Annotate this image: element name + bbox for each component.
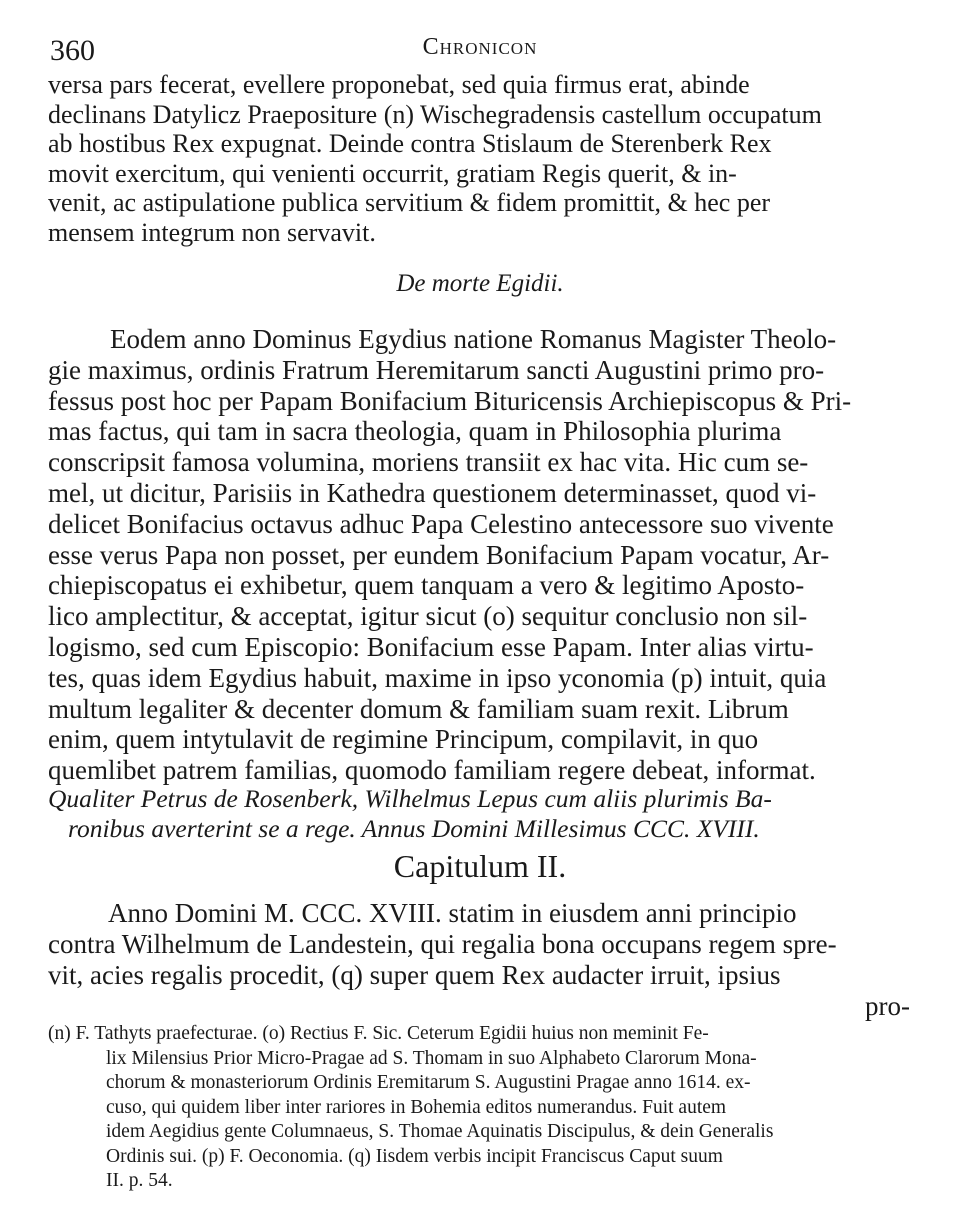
catchword: pro- (865, 991, 910, 1021)
text-line: mas factus, qui tam in sacra theologia, quam in Philosophia plurima (48, 416, 782, 447)
text-line: vit, acies regalis procedit, (q) super quem Rex audacter irruit, ipsius (48, 960, 781, 990)
text-line: lico amplectitur, & acceptat, igitur sicut (o) sequitur conclusio non sil- (48, 601, 808, 632)
text-line: chiepiscopatus ei exhibetur, quem tanquam a vero & legitimo Aposto- (48, 570, 805, 601)
paragraph-3 (48, 898, 910, 1022)
text-line: versa pars fecerat, evellere proponebat, sed quia firmus erat, abinde (48, 70, 750, 99)
running-title: Chronicon (422, 34, 538, 60)
text-line: quemlibet patrem familias, quomodo familiam regere debeat, informat. (48, 755, 816, 786)
rubric-line: Qualiter Petrus de Rosenberk, Wilhelmus Lepus cum aliis plurimis Ba- (48, 784, 772, 813)
section-subtitle: De morte Egidii. (396, 270, 564, 297)
paragraph-1 (48, 70, 910, 247)
text-line: fessus post hoc per Papam Bonifacium Bituricensis Archiepiscopus & Pri- (48, 385, 852, 416)
text-line: Eodem anno Dominus Egydius natione Romanus Magister Theolo- (110, 324, 837, 354)
text-line: mel, ut dicitur, Parisiis in Kathedra questionem determinasset, quod vi- (48, 477, 817, 508)
footnote-line: cuso, qui quidem liber inter rariores in Bohemia editos numerandus. Fuit autem (106, 1096, 727, 1118)
text-line: esse verus Papa non posset, per eundem Bonifacium Papam vocatur, Ar- (48, 539, 830, 570)
paragraph-2 (48, 324, 910, 786)
text-line: contra Wilhelmum de Landestein, qui regalia bona occupans regem spre- (48, 929, 837, 959)
footnote-line: II. p. 54. (106, 1170, 173, 1191)
text-line: logismo, sed cum Episcopio: Bonifacium esse Papam. Inter alias virtu- (48, 631, 814, 662)
text-line: conscripsit famosa volumina, moriens transiit ex hac vita. Hic cum se- (48, 447, 809, 478)
text-line: multum legaliter & decenter domum & familiam suam rexit. Librum (48, 693, 789, 724)
footnotes (48, 1022, 910, 1194)
text-line: tes, quas idem Egydius habuit, maxime in ipso yconomia (p) intuit, quia (48, 662, 827, 693)
text-line: movit exercitum, qui venienti occurrit, gratiam Regis querit, & in- (48, 158, 737, 188)
text-line: declinans Datylicz Praepositure (n) Wischegradensis castellum occupatum (48, 99, 822, 129)
chapter-title: Capitulum II. (393, 848, 567, 884)
footnote-line: idem Aegidius gente Columnaeus, S. Thomae Aquinatis Discipulus, & dein Generalis (106, 1121, 774, 1142)
footnote-line: Ordinis sui. (p) F. Oeconomia. (q) Iisdem verbis incipit Franciscus Caput suum (106, 1145, 723, 1167)
footnote-line: chorum & monasteriorum Ordinis Eremitarum S. Augustini Pragae anno 1614. ex- (106, 1072, 751, 1093)
text-line: delicet Bonifacius octavus adhuc Papa Celestino antecessore suo vivente (48, 508, 834, 539)
page-number: 360 (50, 34, 95, 67)
footnote-line: (n) F. Tathyts praefecturae. (o) Rectius F. Sic. Ceterum Egidii huius non meminit Fe- (48, 1023, 709, 1044)
page-header (34, 28, 926, 68)
rubric-line: ronibus averterint se a rege. Annus Domini Millesimus CCC. XVIII. (68, 814, 760, 843)
text-line: ab hostibus Rex expugnat. Deinde contra Stislaum de Sterenberk Rex (48, 129, 772, 158)
text-line: venit, ac astipulatione publica servitium & fidem promittit, & hec per (48, 188, 771, 217)
chapter-rubric (48, 784, 910, 844)
text-line: Anno Domini M. CCC. XVIII. statim in eiusdem anni principio (108, 898, 797, 928)
text-line: gie maximus, ordinis Fratrum Heremitarum sancti Augustini primo pro- (48, 354, 825, 385)
footnote-line: lix Milensius Prior Micro-Pragae ad S. Thomam in suo Alphabeto Clarorum Mona- (106, 1047, 757, 1069)
text-line: mensem integrum non servavit. (48, 217, 376, 247)
text-line: enim, quem intytulavit de regimine Principum, compilavit, in quo (48, 724, 759, 755)
